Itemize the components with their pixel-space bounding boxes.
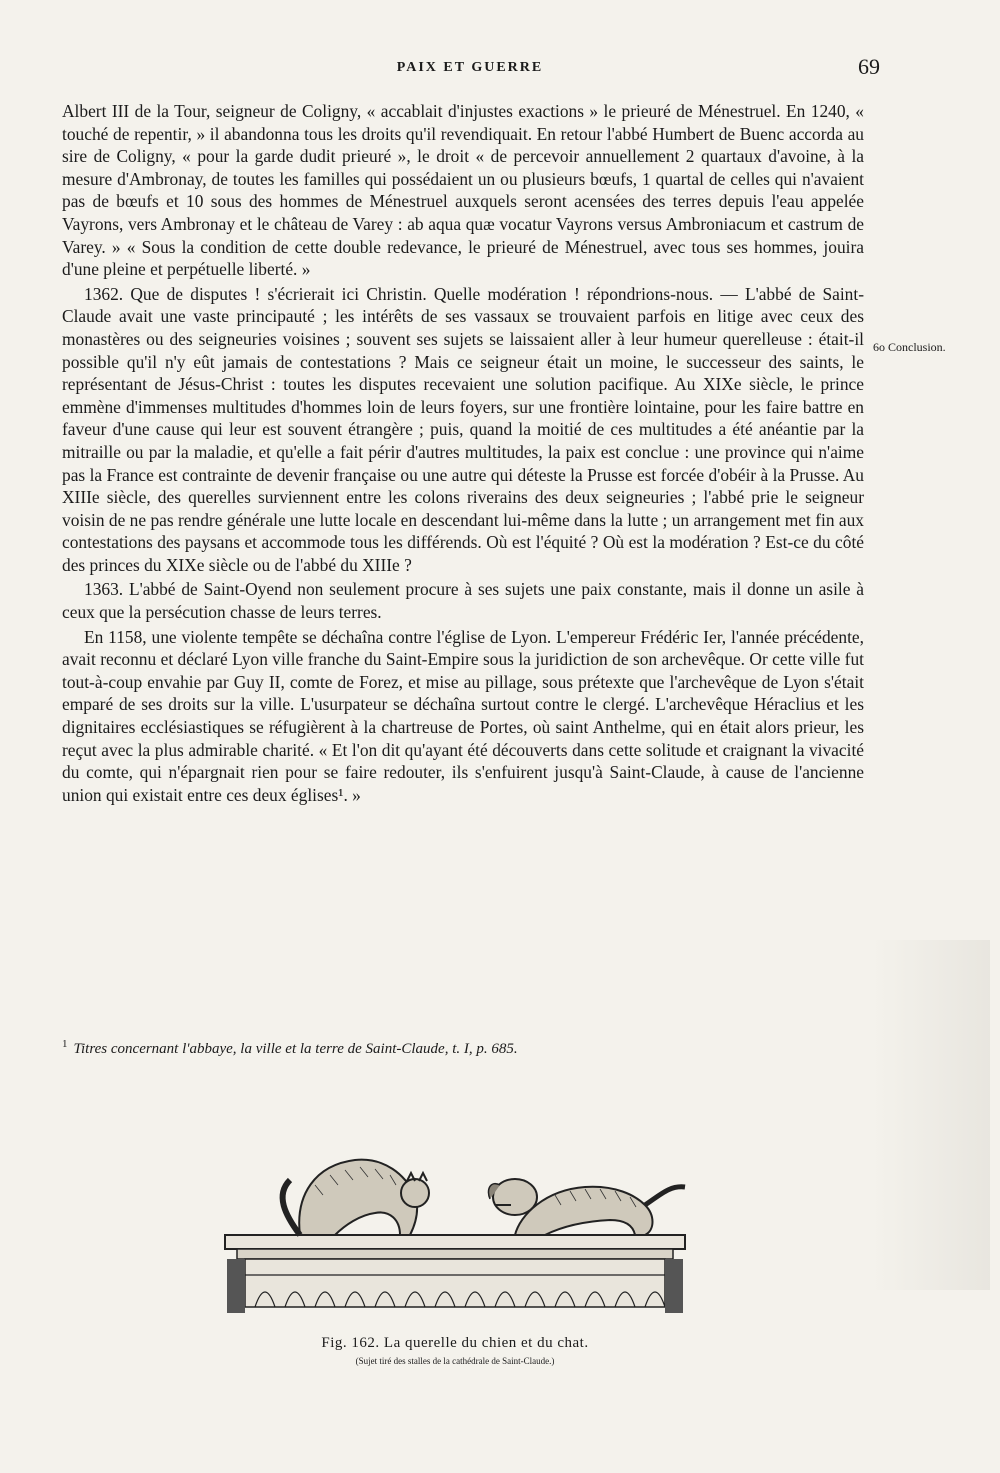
page-header [60,54,880,84]
figure-subcaption: (Sujet tiré des stalles de la cathédrale de Saint-Claude.) [355,1356,555,1366]
footnote [62,1038,864,1058]
footnote-text: Titres concernant l'abbaye, la ville et la terre de Saint-Claude, t. I, p. 685. [73,1041,518,1057]
paragraph: Albert III de la Tour, seigneur de Coligny, « accablait d'injustes exactions » le prieuré de Ménestruel. En 1240, « touché de repentir, » il abandonna tous les droits qu'il revendiquait. En retour l'abbé Humbert de Buenc accorda au sire de Coligny, « pour la garde dudit prieuré », le droit « de percevoir annuellement 2 quartaux d'avoine, à la mesure d'Ambronay, de toutes les familles qui possédaient un ou plusieurs bœufs, 1 quartal de celles qui n'avaient pas de bœufs et 10 sous des hommes de Ménestruel auxquels seront acensées des terres depuis l'eau appelée Vayrons, vers Ambronay et le château de Varey : ab aqua quæ vocatur Vayrons versus Ambroniacum et castrum de Varey. » « Sous la condition de cette double redevance, le prieuré de Ménestruel, avec tous ses hommes, jouira d'une pleine et perpétuelle liberté. » [62,101,864,280]
page-number: 69 [858,54,880,79]
paragraph: 1363. L'abbé de Saint-Oyend non seulement procure à ses sujets une paix constante, mais il donne un asile à ceux que la persécution chasse de leurs terres. [62,579,864,623]
margin-note: 6o Conclusion. [873,340,946,354]
footnote-number: 1 [62,1038,68,1050]
paragraph: 1362. Que de disputes ! s'écrierait ici Christin. Quelle modération ! répondrions-nous. — L'abbé de Saint-Claude avait une vaste principauté ; les intérêts de ses vassaux se trouvaient parfois en litige avec ceux des monastères ou des seigneuries voisines ; souvent ses sujets se laissaient aller à leur humeur querelleuse : était-il possible qu'il n'y eût jamais de contestations ? Mais ce seigneur était un moine, le successeur des saints, le représentant de Jésus-Christ : toutes les disputes recevaient une solution pacifique. Au XIXe siècle, le prince emmène d'immenses multitudes d'hommes loin de leurs foyers, sur une frontière lointaine, pour les faire battre en faveur d'une cause qui leur est souvent étrangère ; puis, quand la moitié de ces multitudes a été anéantie par la mitraille ou par la maladie, et qu'elle a fait périr d'autres multitudes, la paix est conclue : une province qui n'aime pas la France est contrainte de devenir française ou une autre qui déteste la Prusse est forcée d'obéir à la Prusse. Au XIIIe siècle, des querelles surviennent entre les colons riverains des deux seigneuries ; l'abbé prie le seigneur voisin de ne pas rendre générale une lutte locale en descendant lui-même dans la lutte ; un arrangement met fin aux contestations des paysans et accommode tous les différends. Où est l'équité ? Où est la modération ? Est-ce du côté des princes du XIXe siècle ou de l'abbé du XIIIe ? [62,283,864,575]
engraving-figure [215,1125,695,1325]
paragraph: En 1158, une violente tempête se déchaîna contre l'église de Lyon. L'empereur Frédéric Ier, l'année précédente, avait reconnu et déclaré Lyon ville franche du Saint-Empire sous la juridiction de son archevêque. Or cette ville fut tout-à-coup envahie par Guy II, comte de Forez, et mise au pillage, sous prétexte que l'archevêque de Lyon s'était emparé de ses droits sur la ville. L'usurpateur se déchaîna surtout contre le clergé. L'archevêque Héraclius et les dignitaires ecclésiastiques se réfugièrent à la chartreuse de Portes, où saint Anthelme, qui en était alors prieur, les reçut avec la plus admirable charité. « Et l'on dit qu'ayant été découverts dans cette solitude et craignant la vivacité du comte, qui n'épargnait rien pour se faire redouter, ils s'enfuirent jusqu'à Saint-Claude, à cause de l'ancienne union qui existait entre ces deux églises¹. » [62,626,864,805]
body-text [62,100,864,806]
running-title: PAIX ET GUERRE [396,60,544,75]
bleed-through-shadow [870,940,990,1290]
figure-caption: Fig. 162. La querelle du chien et du chat. [321,1335,589,1351]
engraving-illustration [215,1125,695,1325]
